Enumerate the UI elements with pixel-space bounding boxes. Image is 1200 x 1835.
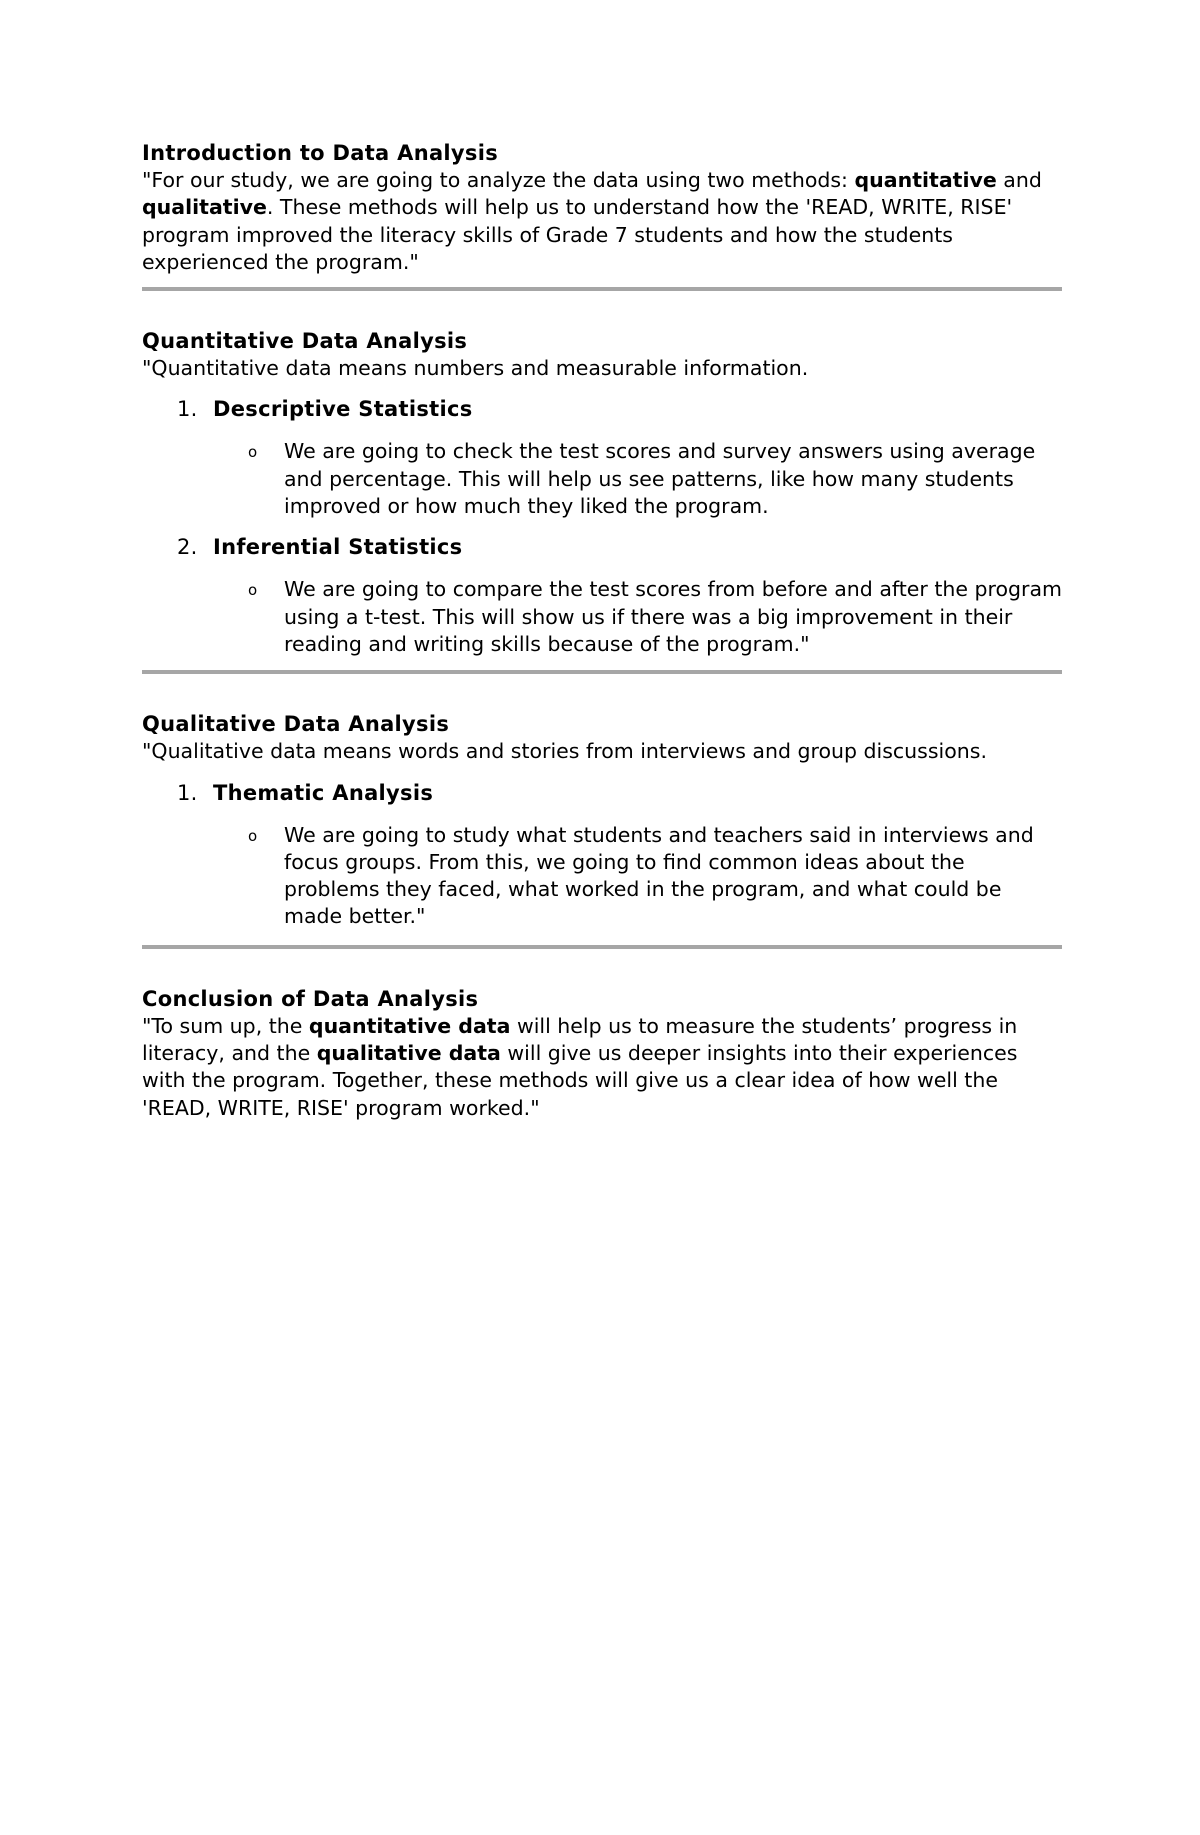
bullet-o-icon: o [248, 826, 258, 845]
sub-bullet-item [142, 822, 1062, 931]
qualitative-intro: "Qualitative data means words and stories from interviews and group discussions. [142, 739, 987, 764]
section-divider [142, 945, 1062, 949]
item-title-text: Thematic Analysis [213, 780, 434, 805]
quantitative-section [142, 328, 1062, 658]
list-item [142, 534, 1062, 658]
qualitative-section [142, 711, 1062, 930]
section-divider [142, 670, 1062, 674]
item-title-text: Descriptive Statistics [213, 397, 473, 422]
conclusion-text-1: "To sum up, the [142, 1013, 309, 1038]
conclusion-bold-qualitative: qualitative data [316, 1041, 501, 1066]
list-item [142, 780, 1062, 931]
quantitative-list [142, 396, 1062, 658]
intro-paragraph [142, 167, 1062, 276]
list-item [142, 396, 1062, 520]
qualitative-list [142, 780, 1062, 931]
conclusion-text-3: will give us deeper insights into their experiences with the program. Together, these methods will give us a clear idea of how well the 'READ, WRITE, RISE' program worked." [142, 1041, 1018, 1120]
section-divider [142, 287, 1062, 291]
intro-section [142, 140, 1062, 276]
item-number: 1. [177, 780, 198, 805]
conclusion-paragraph [142, 1013, 1062, 1122]
quantitative-heading: Quantitative Data Analysis [142, 329, 468, 354]
intro-text-1: "For our study, we are going to analyze the data using two methods: [142, 168, 855, 192]
conclusion-bold-quantitative: quantitative data [308, 1013, 511, 1038]
intro-text-2: and [996, 168, 1042, 192]
document-page [142, 140, 1062, 1122]
sub-bullet-text: We are going to study what students and teachers said in interviews and focus groups. From this, we going to find common ideas about the problems they faced, what worked in the program, and what could be made better." [284, 822, 1034, 929]
sub-bullet-item [142, 576, 1062, 658]
sub-bullet-text: We are going to check the test scores and survey answers using average and percentage. This will help us see patterns, like how many students improved or how much they liked the program. [284, 439, 1036, 519]
conclusion-heading: Conclusion of Data Analysis [142, 986, 479, 1011]
quantitative-intro: "Quantitative data means numbers and measurable information. [142, 356, 809, 381]
intro-bold-qualitative: qualitative [142, 195, 267, 220]
item-number: 1. [177, 397, 198, 422]
bullet-o-icon: o [248, 443, 258, 462]
item-title [142, 396, 1062, 423]
qualitative-heading: Qualitative Data Analysis [142, 712, 450, 737]
conclusion-text-2: will help us to measure the students’ progress in literacy, and the [142, 1013, 1018, 1066]
sub-bullet-text: We are going to compare the test scores from before and after the program using a t-test. This will show us if there was a big improvement in their reading and writing skills because of the program." [284, 577, 1062, 656]
bullet-o-icon: o [248, 581, 258, 600]
intro-bold-quantitative: quantitative [854, 168, 997, 192]
item-number: 2. [177, 535, 198, 560]
sub-bullet-item [142, 438, 1062, 520]
intro-heading: Introduction to Data Analysis [142, 141, 498, 165]
item-title [142, 780, 1062, 807]
item-title [142, 534, 1062, 561]
intro-text-3: . These methods will help us to understand how the 'READ, WRITE, RISE' program improved the literacy skills of Grade 7 students and how the students experienced the program." [142, 195, 1013, 274]
conclusion-section [142, 986, 1062, 1122]
item-title-text: Inferential Statistics [213, 535, 463, 560]
